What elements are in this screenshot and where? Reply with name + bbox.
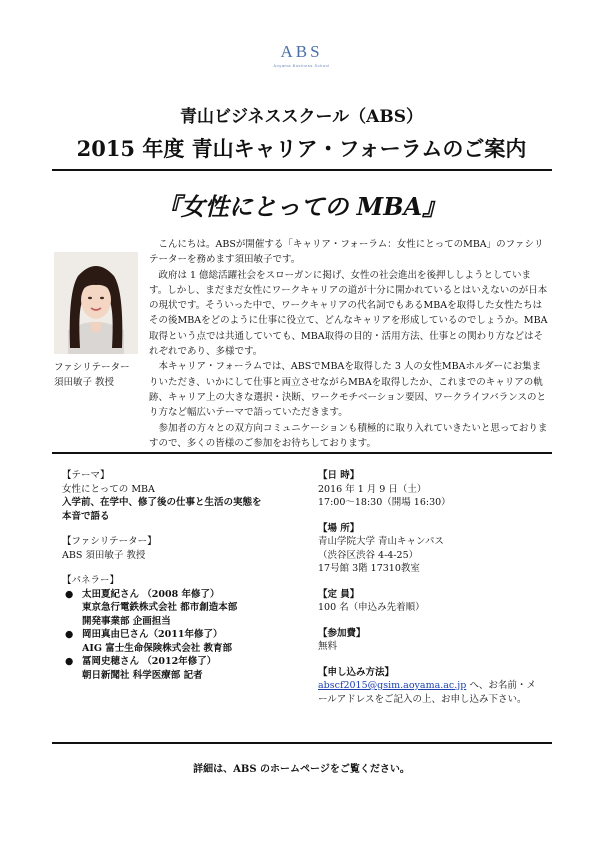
panelist-role: 開発事業部 企画担当 [82, 615, 171, 627]
photo-caption [54, 360, 130, 390]
panelist-org: 朝日新聞社 科学医療部 記者 [82, 669, 203, 681]
right-column [318, 469, 550, 706]
theme-line: 本音で語る [62, 510, 110, 522]
title-divider [52, 169, 552, 171]
fee-label: 【参加費】 [318, 627, 366, 639]
intro-paragraph: 政府は 1 億総活躍社会をスローガンに掲げ、女性の社会進出を後押ししようとしています。しかし、まだまだ女性にワークキャリアの道が十分に開かれているとはいえないのが日本の現状です。そういった中で、ワークキャリアの代名詞でもあるMBAを取得した女性たちはその後MBAをどのように仕事に役立て、どんなキャリアを形成しているのでしょうか。MBA取得という点では共通していても、MBA取得の目的・活用方法、仕事との関わり方などはそれぞれであり、多様です。 [149, 269, 548, 358]
apply-section [318, 666, 550, 707]
time-line: 17:00～18:30（開場 16:30） [318, 497, 451, 508]
logo-mark: ABS [280, 42, 323, 61]
fee-value: 無料 [318, 641, 338, 652]
apply-email-link[interactable]: abscf2015@gsim.aoyama.ac.jp [318, 680, 467, 691]
theme-line: 入学前、在学中、修了後の仕事と生活の実態を [62, 497, 262, 508]
panelist-item [62, 588, 294, 629]
capacity-section [318, 588, 550, 615]
left-column [62, 469, 294, 682]
facilitator-section [62, 535, 294, 562]
capacity-label: 【定 員】 [318, 588, 360, 600]
panelist-org: AIG 富士生命保険株式会社 教育部 [82, 642, 233, 654]
event-title: 2015 年度 青山キャリア・フォーラムのご案内 [76, 136, 527, 161]
panelist-item [62, 628, 294, 655]
footer-note: 詳細は、ABS のホームページをご覧ください。 [193, 764, 410, 775]
intro-paragraph: 本キャリア・フォーラムでは、ABSでMBAを取得した 3 人の女性MBAホルダーにお集まりいただき、いかにして仕事と両立させながらMBAを取得したか、これまでのキャリアの軌跡、キャリア上の大きな選択・決断、ワークモチベーション要因、ワークライフバランスのとり方など幅広いテーマで語っていただきます。 [149, 361, 547, 419]
section-divider-top [52, 452, 552, 454]
facilitator-value: ABS 須田敏子 教授 [62, 549, 146, 561]
panelist-name: 冨岡史穂さん （2012年修了） [82, 656, 217, 667]
place-line: （渋谷区渋谷 4-4-25） [318, 549, 419, 561]
intro-paragraph: 参加者の方々との双方向コミュニケーションも積極的に取り入れていきたいと思っておりますので、多くの皆様のご参加をお待ちしております。 [149, 422, 548, 449]
place-label: 【場 所】 [318, 522, 360, 534]
panelist-label: 【パネラー】 [62, 575, 120, 586]
fee-section [318, 627, 550, 654]
bullet: ● [65, 629, 74, 640]
apply-text: へ、お名前・メ [466, 680, 536, 691]
theme-section [62, 469, 294, 523]
panelist-org: 東京急行電鉄株式会社 都市創造本部 [82, 602, 238, 613]
date-line: 2016 年 1 月 9 日（土） [318, 483, 427, 495]
apply-text-cont: ールアドレスをご記入の上、お申し込み下さい。 [318, 693, 527, 705]
panelist-name: 太田夏紀さん （2008 年修了） [82, 588, 220, 600]
abs-logo [0, 42, 603, 68]
panelist-item [62, 655, 294, 682]
facilitator-label: 【ファシリテーター】 [62, 536, 157, 547]
school-name: 青山ビジネススクール（ABS） [180, 107, 423, 127]
apply-label: 【申し込み方法】 [318, 666, 395, 678]
panelist-section [62, 574, 294, 682]
theme-title: 『女性にとっての MBA』 [156, 192, 447, 221]
intro-text [149, 237, 549, 451]
logo-subtitle: Aoyama Business School [273, 63, 330, 68]
section-divider-bottom [52, 742, 552, 744]
facilitator-photo [54, 252, 138, 354]
place-line: 17号館 3階 17310教室 [318, 563, 420, 574]
panelist-name: 岡田真由巳さん（2011年修了） [82, 629, 223, 640]
caption-name: 須田敏子 教授 [54, 377, 115, 388]
theme-label: 【テーマ】 [62, 470, 110, 481]
intro-paragraph: こんにちは。ABSが開催する「キャリア・フォーラム：女性にとってのMBA」のファシリテーターを務めます須田敏子です。 [149, 239, 544, 266]
theme-line: 女性にとっての MBA [62, 483, 155, 495]
date-section [318, 469, 550, 510]
caption-role: ファシリテーター [54, 362, 130, 373]
place-line: 青山学院大学 青山キャンパス [318, 536, 444, 547]
capacity-value: 100 名（申込み先着順） [318, 602, 425, 613]
place-section [318, 522, 550, 576]
apply-line [318, 679, 550, 693]
bullet: ● [65, 656, 74, 667]
bullet: ● [65, 588, 74, 600]
date-label: 【日 時】 [318, 470, 360, 481]
